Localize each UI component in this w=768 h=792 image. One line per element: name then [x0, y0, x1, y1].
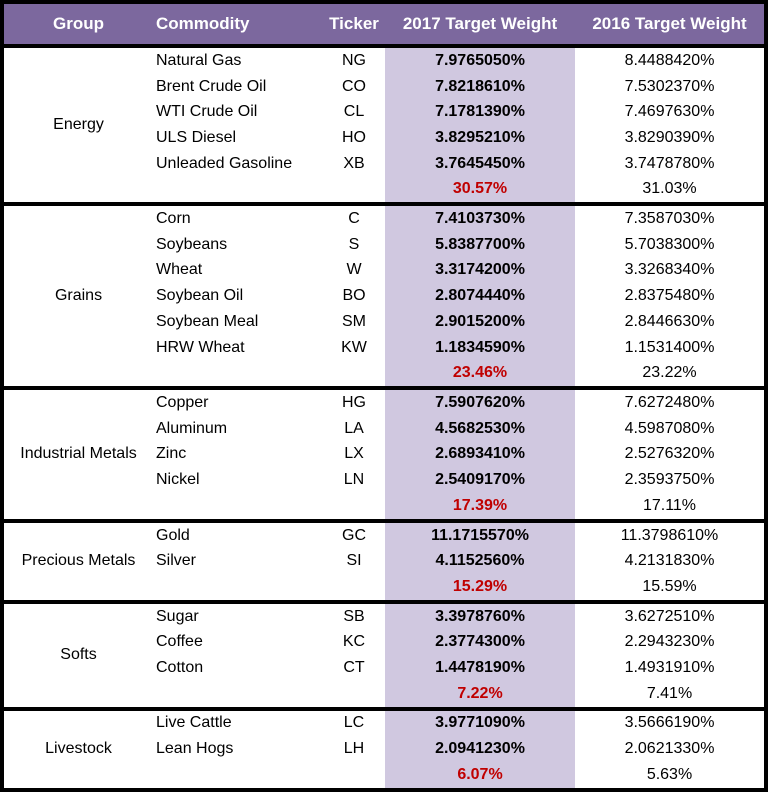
weight-2016-cell: 8.4488420%: [624, 51, 715, 69]
ticker-cell: SI: [346, 552, 362, 570]
commodity-cell: Aluminum: [156, 419, 228, 437]
weight-2017-cell: 1.4478190%: [385, 655, 575, 681]
weight-2017-cell: 7.5907620%: [385, 390, 575, 416]
weight-2017-cell: 7.8218610%: [385, 74, 575, 100]
weight-2017-cell: 2.5409170%: [385, 467, 575, 493]
ticker-cell: CL: [343, 103, 365, 121]
weight-2016-cell: 3.8290390%: [624, 128, 715, 146]
group-label: Industrial Metals: [20, 445, 137, 463]
weight-2017-cell: 7.4103730%: [385, 206, 575, 232]
weight-2016-cell: 3.5666190%: [624, 714, 715, 732]
subtotal-2016-cell: 31.03%: [642, 180, 697, 198]
commodity-cell: Soybean Oil: [156, 287, 244, 305]
subtotal-spacer-ticker: [323, 360, 385, 386]
subtotal-spacer-commodity: [153, 493, 323, 519]
subtotal-spacer-ticker: [323, 681, 385, 707]
ticker-cell: LA: [344, 419, 364, 437]
subtotal-2016-cell: 23.22%: [642, 364, 697, 382]
subtotal-2017-cell: 17.39%: [385, 493, 575, 519]
group-section-precious-metals: [4, 519, 764, 600]
weight-2017-cell: 2.0941230%: [385, 736, 575, 762]
weight-2016-cell: 7.5302370%: [624, 77, 715, 95]
commodity-cell: Natural Gas: [156, 51, 242, 69]
subtotal-spacer-commodity: [153, 360, 323, 386]
group-section-livestock: [4, 707, 764, 788]
weight-2016-cell: 1.1531400%: [624, 338, 715, 356]
weight-2017-cell: 7.1781390%: [385, 99, 575, 125]
ticker-cell: XB: [343, 154, 365, 172]
header-ticker: Ticker: [329, 14, 379, 33]
ticker-cell: LH: [343, 740, 365, 758]
subtotal-2017-cell: 15.29%: [385, 574, 575, 600]
commodity-cell: Coffee: [156, 633, 203, 651]
commodity-cell: WTI Crude Oil: [156, 103, 258, 121]
weight-2016-cell: 11.3798610%: [620, 526, 719, 544]
header-commodity: Commodity: [156, 14, 250, 33]
subtotal-spacer-commodity: [153, 762, 323, 788]
commodity-cell: Zinc: [156, 445, 187, 463]
commodity-cell: HRW Wheat: [156, 338, 245, 356]
table-body: [4, 44, 764, 788]
header-2017-target-weight: 2017 Target Weight: [402, 14, 558, 33]
commodity-cell: Cotton: [156, 659, 204, 677]
commodity-cell: Soybean Meal: [156, 312, 259, 330]
ticker-cell: C: [348, 210, 360, 228]
commodity-cell: Copper: [156, 393, 209, 411]
subtotal-spacer-commodity: [153, 177, 323, 203]
subtotal-spacer-commodity: [153, 574, 323, 600]
weight-2017-cell: 3.8295210%: [385, 125, 575, 151]
commodity-cell: Live Cattle: [156, 714, 232, 732]
weight-2016-cell: 7.3587030%: [624, 210, 715, 228]
ticker-cell: SM: [342, 312, 366, 330]
weight-2016-cell: 4.2131830%: [624, 552, 715, 570]
ticker-cell: W: [346, 261, 362, 279]
subtotal-spacer-ticker: [323, 762, 385, 788]
weight-2017-cell: 1.1834590%: [385, 335, 575, 361]
commodity-cell: Wheat: [156, 261, 203, 279]
group-label: Softs: [60, 646, 97, 664]
group-label: Precious Metals: [21, 552, 136, 570]
weight-2016-cell: 4.5987080%: [624, 419, 715, 437]
weight-2016-cell: 7.4697630%: [624, 103, 715, 121]
weight-2017-cell: 3.3978760%: [385, 604, 575, 630]
commodity-cell: ULS Diesel: [156, 128, 237, 146]
ticker-cell: NG: [342, 51, 366, 69]
commodity-cell: Soybeans: [156, 235, 228, 253]
ticker-cell: HO: [342, 128, 366, 146]
commodity-cell: Sugar: [156, 607, 199, 625]
weight-2016-cell: 2.3593750%: [624, 471, 715, 489]
weight-2017-cell: 4.1152560%: [385, 548, 575, 574]
weight-2016-cell: 3.3268340%: [624, 261, 715, 279]
ticker-cell: SB: [343, 607, 365, 625]
subtotal-2017-cell: 6.07%: [385, 762, 575, 788]
table-header-row: [4, 4, 764, 44]
weight-2017-cell: 2.9015200%: [385, 309, 575, 335]
weight-2017-cell: 4.5682530%: [385, 416, 575, 442]
header-2016-target-weight: 2016 Target Weight: [592, 14, 747, 33]
weight-2017-cell: 5.8387700%: [385, 232, 575, 258]
commodity-cell: Silver: [156, 552, 197, 570]
weight-2016-cell: 2.5276320%: [624, 445, 715, 463]
group-section-softs: [4, 600, 764, 707]
subtotal-spacer-commodity: [153, 681, 323, 707]
subtotal-2017-cell: 7.22%: [385, 681, 575, 707]
group-label: Grains: [54, 287, 103, 305]
ticker-cell: LX: [344, 445, 364, 463]
ticker-cell: CT: [343, 659, 365, 677]
subtotal-spacer-ticker: [323, 493, 385, 519]
ticker-cell: KC: [342, 633, 366, 651]
ticker-cell: S: [348, 235, 360, 253]
subtotal-2016-cell: 17.11%: [642, 496, 697, 514]
weight-2016-cell: 3.7478780%: [624, 154, 715, 172]
weight-2016-cell: 2.0621330%: [624, 740, 715, 758]
weight-2017-cell: 3.3174200%: [385, 258, 575, 284]
weight-2017-cell: 3.7645450%: [385, 151, 575, 177]
group-label: Energy: [53, 116, 104, 134]
commodity-cell: Unleaded Gasoline: [156, 154, 293, 172]
table: [4, 4, 764, 788]
ticker-cell: LN: [343, 471, 365, 489]
ticker-cell: HG: [342, 393, 366, 411]
weight-2017-cell: 2.3774300%: [385, 629, 575, 655]
commodity-cell: Lean Hogs: [156, 740, 234, 758]
subtotal-2016-cell: 15.59%: [642, 577, 697, 595]
group-label: Livestock: [45, 740, 112, 758]
ticker-cell: LC: [343, 714, 365, 732]
weight-2016-cell: 3.6272510%: [624, 607, 715, 625]
weight-2016-cell: 5.7038300%: [624, 235, 715, 253]
subtotal-2017-cell: 23.46%: [385, 360, 575, 386]
commodity-cell: Nickel: [156, 471, 200, 489]
weight-2017-cell: 2.6893410%: [385, 442, 575, 468]
weight-2016-cell: 2.2943230%: [624, 633, 715, 651]
subtotal-2016-cell: 7.41%: [646, 684, 693, 702]
ticker-cell: BO: [342, 287, 366, 305]
group-section-grains: [4, 202, 764, 386]
group-section-industrial-metals: [4, 386, 764, 519]
weight-2016-cell: 2.8375480%: [624, 287, 715, 305]
weight-2016-cell: 7.6272480%: [624, 393, 715, 411]
weight-2016-cell: 1.4931910%: [624, 659, 715, 677]
commodity-cell: Brent Crude Oil: [156, 77, 267, 95]
subtotal-2017-cell: 30.57%: [385, 177, 575, 203]
subtotal-2016-cell: 5.63%: [646, 765, 693, 783]
weight-2017-cell: 3.9771090%: [385, 711, 575, 737]
header-group: Group: [53, 14, 104, 33]
weight-2016-cell: 2.8446630%: [624, 312, 715, 330]
ticker-cell: KW: [341, 338, 367, 356]
ticker-cell: CO: [342, 77, 366, 95]
ticker-cell: GC: [342, 526, 366, 544]
group-section-energy: [4, 44, 764, 202]
commodity-cell: Corn: [156, 210, 191, 228]
subtotal-spacer-ticker: [323, 574, 385, 600]
weight-2017-cell: 2.8074440%: [385, 283, 575, 309]
subtotal-spacer-ticker: [323, 177, 385, 203]
weight-2017-cell: 11.1715570%: [385, 523, 575, 549]
weight-2017-cell: 7.9765050%: [385, 48, 575, 74]
commodity-cell: Gold: [156, 526, 190, 544]
